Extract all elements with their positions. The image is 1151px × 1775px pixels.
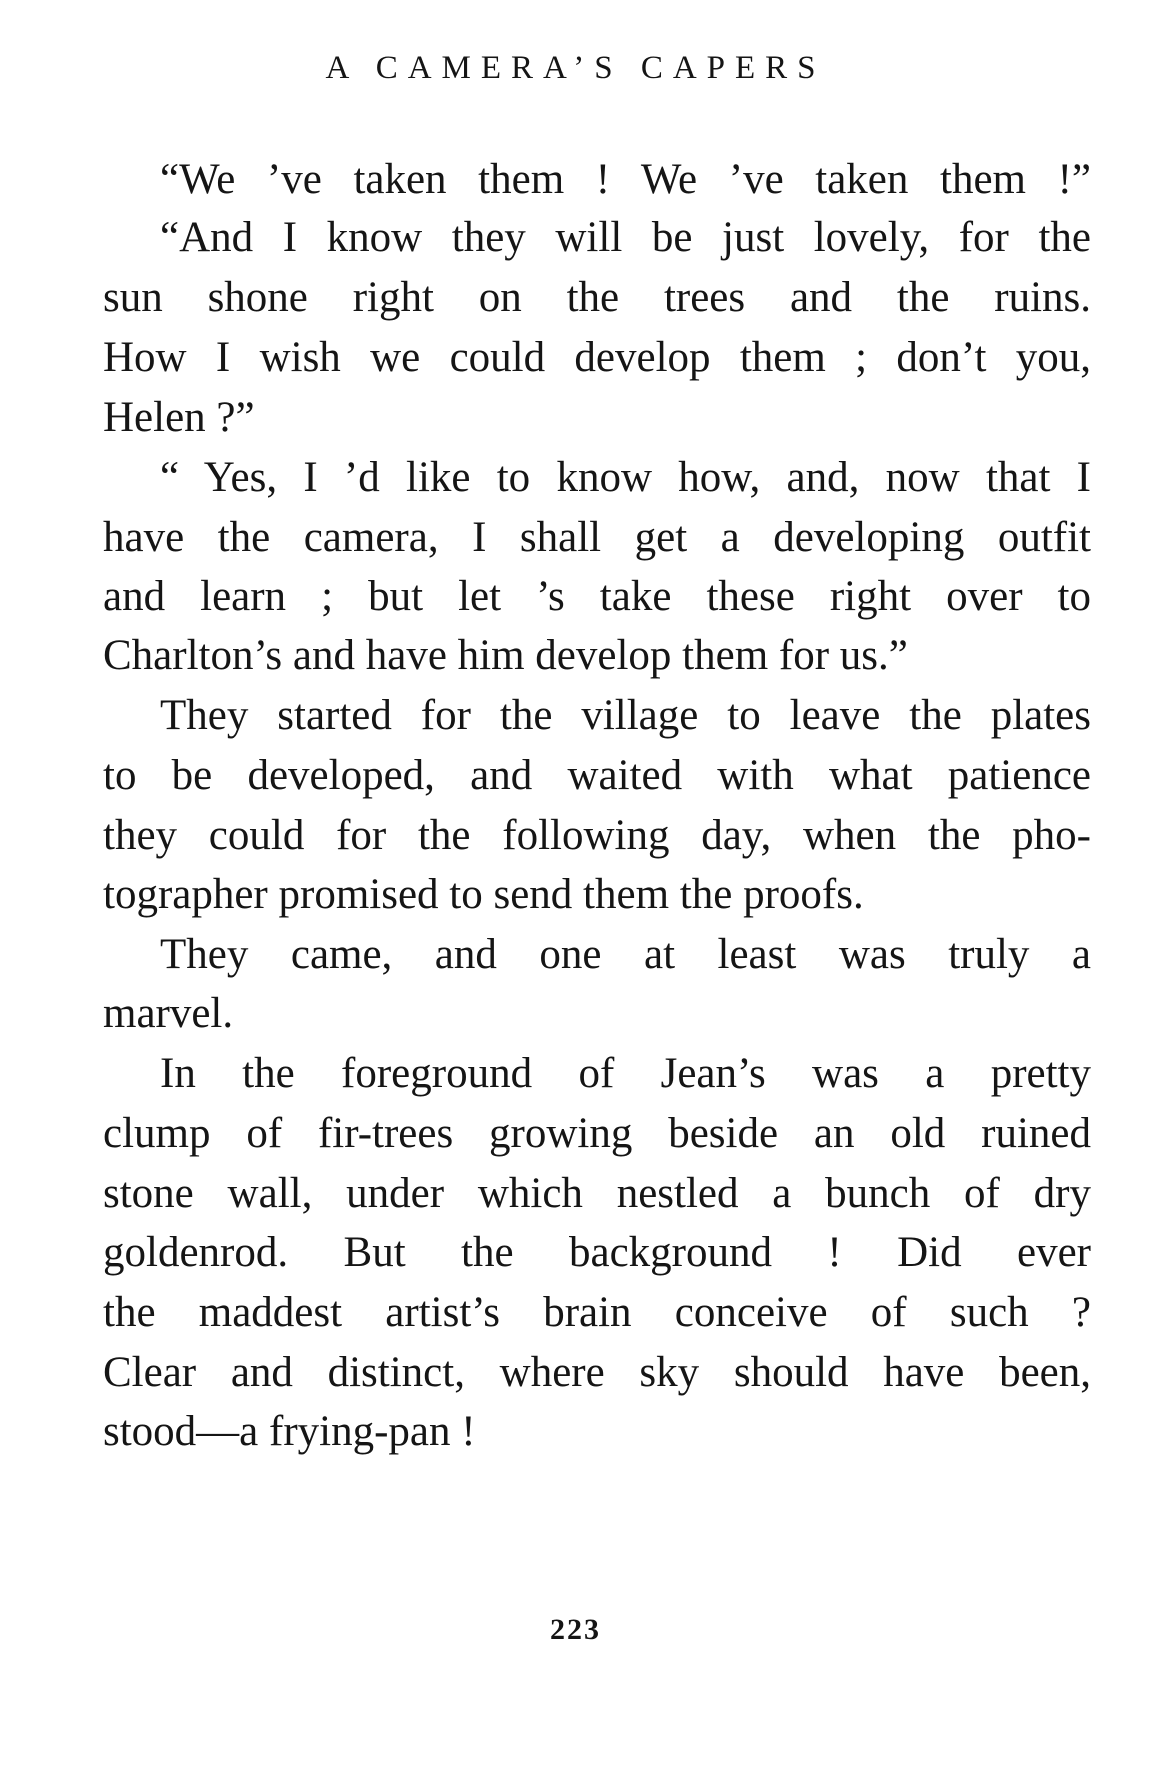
text-line: and learn ; but let ’s take these right over to [103,573,1091,620]
text-line: They came, and one at least was truly a [160,931,1091,978]
text-line: they could for the following day, when the pho- [103,812,1091,859]
text-line: have the camera, I shall get a developing outfit [103,514,1091,561]
running-head: A CAMERA’S CAPERS [325,50,826,86]
text-line: Clear and distinct, where sky should have been, [103,1349,1091,1396]
page-number: 223 [550,1613,601,1646]
text-line: clump of fir-trees growing beside an old ruined [103,1110,1091,1157]
text-line: marvel. [103,990,234,1037]
text-line: “ Yes, I ’d like to know how, and, now that I [160,454,1091,501]
text-line: In the foreground of Jean’s was a pretty [160,1050,1091,1097]
text-line: stone wall, under which nestled a bunch of dry [103,1170,1091,1217]
text-line: Helen ?” [103,394,255,441]
text-line: tographer promised to send them the proofs. [103,871,864,918]
text-line: the maddest artist’s brain conceive of such ? [103,1289,1091,1336]
text-line: goldenrod. But the background ! Did ever [103,1229,1091,1276]
text-line: sun shone right on the trees and the ruins. [103,274,1091,321]
text-line: “We ’ve taken them ! We ’ve taken them !” [160,156,1091,203]
text-line: stood—a frying-pan ! [103,1408,476,1455]
text-line: “And I know they will be just lovely, for the [160,214,1091,261]
text-line: How I wish we could develop them ; don’t you, [103,334,1091,381]
text-line: to be developed, and waited with what patience [103,752,1091,799]
text-line: Charlton’s and have him develop them for us.” [103,632,908,679]
text-line: They started for the village to leave the plates [160,692,1091,739]
